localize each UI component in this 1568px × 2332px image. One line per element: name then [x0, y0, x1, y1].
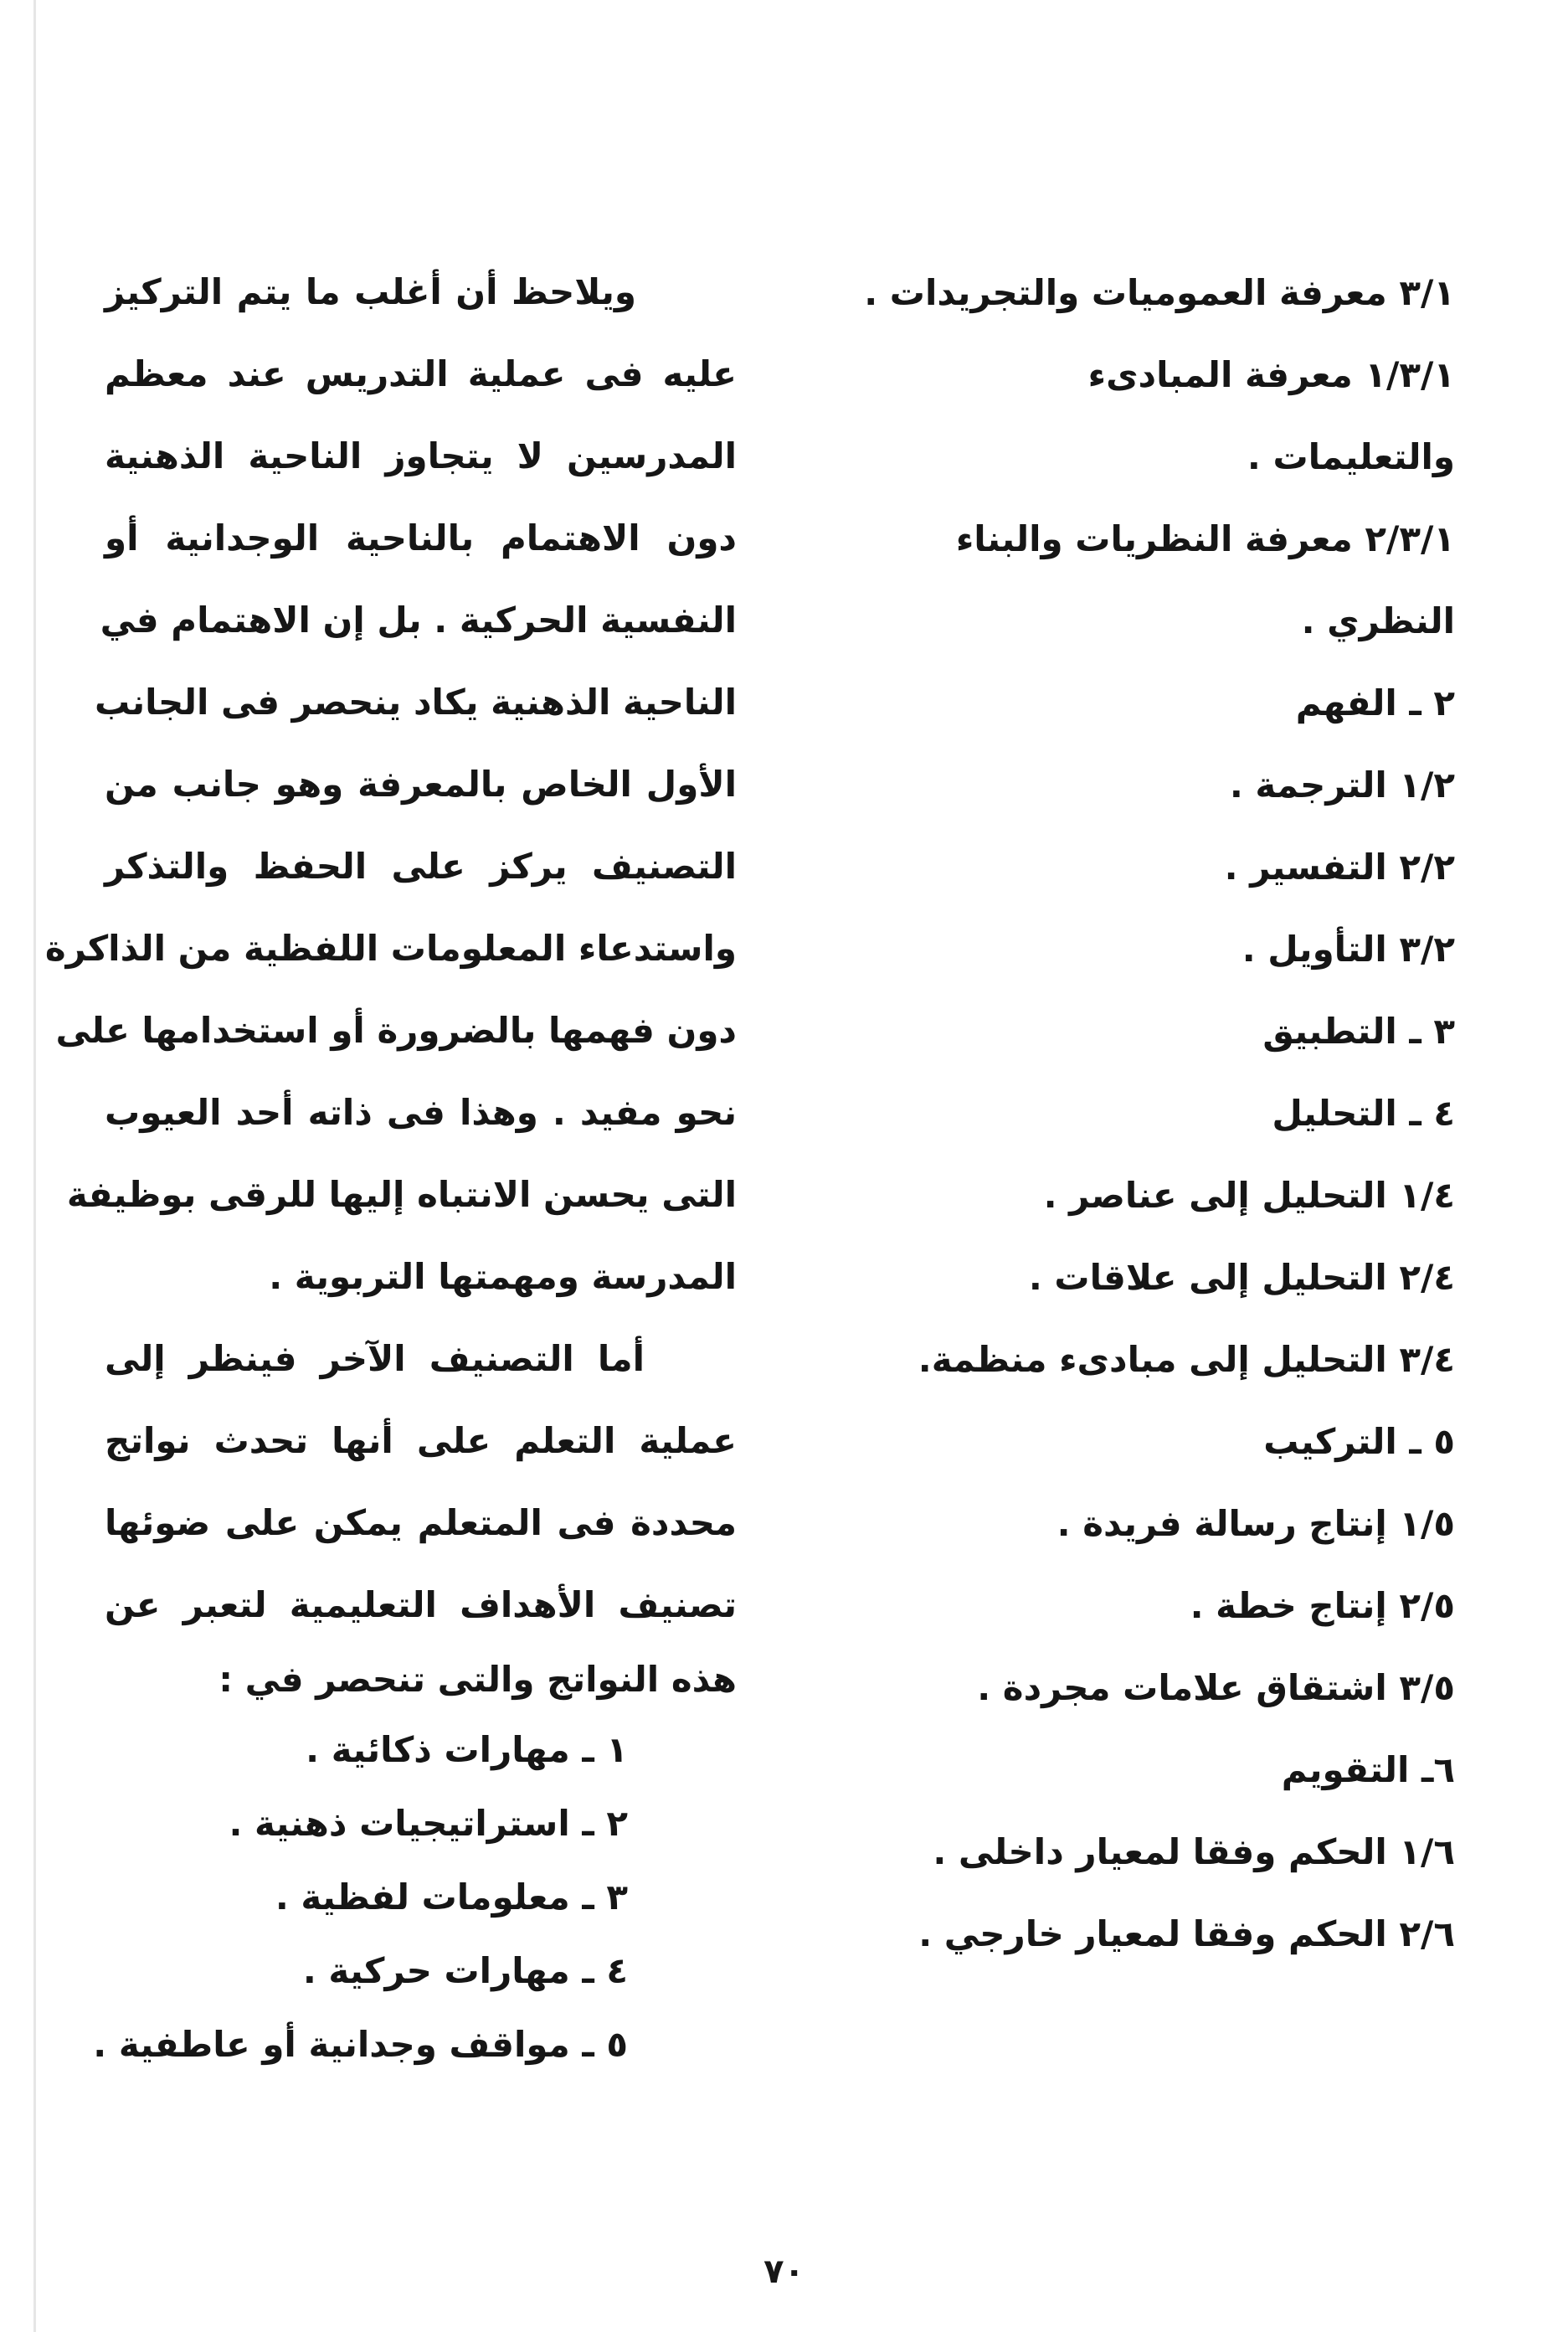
- outline-item: ٦ـ التقويم: [1281, 1748, 1455, 1790]
- page-number: ٧٠: [763, 2252, 805, 2291]
- paragraph-line: عملية التعلم على أنها تحدث نواتج: [105, 1420, 737, 1461]
- paragraph-line: المدرسة ومهمتها التربوية .: [269, 1256, 737, 1297]
- enumeration-item: ٥ ـ مواقف وجدانية أو عاطفية .: [93, 2024, 628, 2065]
- paragraph-line: التصنيف يركز على الحفظ والتذكر: [105, 846, 737, 887]
- outline-item: ٣ ـ التطبيق: [1262, 1010, 1455, 1052]
- outline-item: ٢/٦ الحكم وفقا لمعيار خارجي .: [918, 1912, 1455, 1954]
- outline-item: ١/٤ التحليل إلى عناصر .: [1043, 1174, 1455, 1216]
- outline-item: ٢ ـ الفهم: [1295, 682, 1455, 723]
- outline-item: ٣/١ معرفة العموميات والتجريدات .: [864, 271, 1455, 313]
- enumeration-item: ٤ ـ مهارات حركية .: [302, 1950, 628, 1991]
- scan-edge: [33, 0, 36, 2332]
- outline-item: ٤ ـ التحليل: [1272, 1092, 1455, 1134]
- outline-item: ٣/٤ التحليل إلى مبادىء منظمة.: [918, 1338, 1455, 1380]
- paragraph-line: محددة فى المتعلم يمكن على ضوئها: [105, 1502, 737, 1543]
- paragraph-line: نحو مفيد . وهذا فى ذاته أحد العيوب: [105, 1092, 737, 1133]
- paragraph-line: هذه النواتج والتى تنحصر في :: [218, 1659, 737, 1700]
- paragraph-line: أما التصنيف الآخر فينظر إلى: [105, 1338, 645, 1379]
- outline-column: [819, 251, 1455, 1974]
- enumeration-item: ٣ ـ معلومات لفظية .: [275, 1876, 628, 1918]
- enumeration-item: ١ ـ مهارات ذكائية .: [306, 1729, 628, 1770]
- outline-item: والتعليمات .: [1247, 435, 1455, 477]
- paragraph-line: المدرسين لا يتجاوز الناحية الذهنية: [105, 435, 737, 476]
- paragraph-line: الناحية الذهنية يكاد ينحصر فى الجانب: [94, 682, 737, 723]
- body-text-column: [44, 251, 737, 2082]
- outline-item: ٢/٥ إنتاج خطة .: [1190, 1584, 1455, 1626]
- paragraph-line: عليه فى عملية التدريس عند معظم: [105, 353, 737, 394]
- outline-item: ٢/٢ التفسير .: [1224, 846, 1455, 888]
- paragraph-line: دون الاهتمام بالناحية الوجدانية أو: [105, 517, 737, 559]
- outline-item: ٢/٣/١ معرفة النظريات والبناء: [955, 517, 1455, 559]
- paragraph-line: النفسية الحركية . بل إن الاهتمام في: [100, 600, 737, 641]
- outline-item: ٣/٥ اشتقاق علامات مجردة .: [977, 1666, 1455, 1708]
- outline-item: ١/٦ الحكم وفقا لمعيار داخلى .: [933, 1830, 1455, 1872]
- paragraph-line: تصنيف الأهداف التعليمية لتعبر عن: [105, 1584, 737, 1625]
- paragraph-line: ويلاحظ أن أغلب ما يتم التركيز: [105, 271, 636, 312]
- outline-item: ١/٣/١ معرفة المبادىء: [1087, 353, 1455, 395]
- paragraph-line: الأول الخاص بالمعرفة وهو جانب من: [105, 764, 737, 805]
- outline-item: ١/٢ الترجمة .: [1229, 764, 1455, 806]
- outline-item: ١/٥ إنتاج رسالة فريدة .: [1056, 1502, 1455, 1544]
- outline-item: النظري .: [1301, 600, 1455, 641]
- paragraph-line: التى يحسن الانتباه إليها للرقى بوظيفة: [66, 1174, 737, 1215]
- outline-item: ٣/٢ التأويل .: [1242, 928, 1455, 970]
- paragraph-line: دون فهمها بالضرورة أو استخدامها على: [55, 1010, 737, 1051]
- enumeration-item: ٢ ـ استراتيجيات ذهنية .: [229, 1803, 628, 1844]
- outline-item: ٥ ـ التركيب: [1263, 1420, 1455, 1462]
- paragraph-line: واستدعاء المعلومات اللفظية من الذاكرة: [44, 928, 737, 969]
- outline-item: ٢/٤ التحليل إلى علاقات .: [1028, 1256, 1455, 1298]
